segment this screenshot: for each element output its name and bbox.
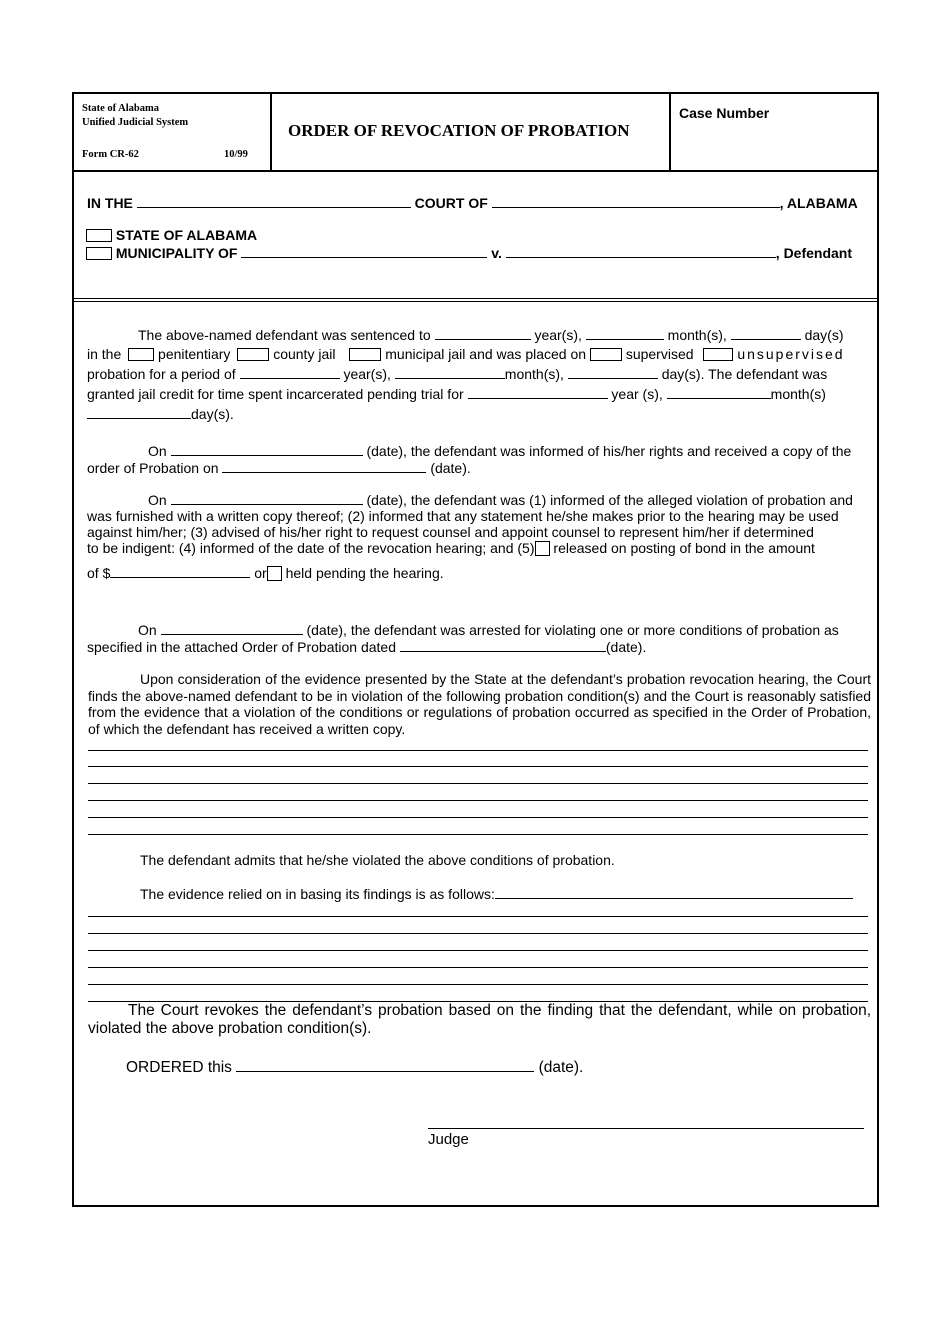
admits-statement: The defendant admits that he/she violated the above conditions of probation. xyxy=(140,852,615,868)
form-revision-date: 10/99 xyxy=(224,149,248,160)
defendant-label: , Defendant xyxy=(775,245,853,261)
sentence-years-field[interactable] xyxy=(435,326,531,340)
bond-release-checkbox[interactable] xyxy=(535,541,550,556)
alabama-label: , ALABAMA xyxy=(779,195,858,211)
county-field[interactable] xyxy=(492,194,780,208)
violation-write-line[interactable] xyxy=(88,750,868,751)
municipality-option-label: MUNICIPALITY OF xyxy=(115,245,238,261)
credit-years-label: year (s), xyxy=(611,386,663,402)
probation-years-label: year(s), xyxy=(343,366,391,382)
credit-months-label: month(s) xyxy=(770,386,826,402)
order-of-probation-label: order of Probation on xyxy=(87,460,219,476)
defendant-name-field[interactable] xyxy=(506,244,776,258)
jail-credit-label: granted jail credit for time spent incarcerated pending trial for xyxy=(87,386,464,402)
municipal-jail-label: municipal jail and was placed on xyxy=(385,346,587,362)
informed-line-1 xyxy=(148,442,851,459)
case-number-label: Case Number xyxy=(679,105,770,121)
unsupervised-label: unsupervised xyxy=(737,346,845,362)
credit-years-field[interactable] xyxy=(468,385,608,399)
court-line xyxy=(87,194,858,211)
bond-amount-field[interactable] xyxy=(110,564,250,578)
evidence-line xyxy=(140,885,853,902)
violation-line-4 xyxy=(87,540,815,556)
attached-order-date-field[interactable] xyxy=(400,638,606,652)
municipality-row xyxy=(86,244,852,261)
credit-days-label: day(s). xyxy=(191,406,234,422)
arrest-on-label: On xyxy=(138,622,157,638)
evidence-field[interactable] xyxy=(495,885,853,899)
case-number-block[interactable] xyxy=(671,94,877,170)
state-option-label: STATE OF ALABAMA xyxy=(115,227,258,243)
case-caption xyxy=(74,172,877,302)
sentence-days-label: day(s) xyxy=(804,327,844,343)
arrest-text-2: specified in the attached Order of Probation dated xyxy=(87,639,396,655)
or-label: or xyxy=(254,565,267,581)
probation-months-label: month(s), xyxy=(504,366,564,382)
order-date-label: (date). xyxy=(430,460,471,476)
violation-text-2: was furnished with a written copy thereof; (2) informed that any statement he/she makes prior to the hearing may be used xyxy=(87,508,839,524)
arrest-line-1 xyxy=(138,621,839,638)
probation-period-label: probation for a period of xyxy=(87,366,236,382)
ordered-line xyxy=(126,1057,583,1077)
sentence-years-label: year(s), xyxy=(534,327,582,343)
bond-line xyxy=(87,564,444,581)
judge-label: Judge xyxy=(428,1131,469,1148)
sentence-line-1 xyxy=(138,326,843,343)
evidence-write-line[interactable] xyxy=(88,933,868,934)
sentence-line-4 xyxy=(87,385,826,402)
ordered-label: ORDERED this xyxy=(126,1059,232,1076)
in-the-label: IN THE xyxy=(87,195,133,211)
supervised-checkbox[interactable] xyxy=(590,348,622,361)
informed-on-label: On xyxy=(148,443,167,459)
order-of-probation-date-field[interactable] xyxy=(222,459,426,473)
held-label: held pending the hearing. xyxy=(285,565,444,581)
unsupervised-checkbox[interactable] xyxy=(703,348,733,361)
informed-line-2 xyxy=(87,459,471,476)
violation-write-line[interactable] xyxy=(88,783,868,784)
sentence-line-2 xyxy=(87,346,845,362)
sentence-intro: The above-named defendant was sentenced to xyxy=(138,327,431,343)
probation-days-label: day(s). The defendant was xyxy=(661,366,828,382)
probation-years-field[interactable] xyxy=(240,365,340,379)
arrest-text-1: (date), the defendant was arrested for violating one or more conditions of probation as xyxy=(306,622,839,638)
evidence-write-line[interactable] xyxy=(88,984,868,985)
judge-signature-line[interactable] xyxy=(428,1128,864,1129)
in-the-text: in the xyxy=(87,346,122,362)
consideration-paragraph: Upon consideration of the evidence presented by the State at the defendant’s probation revocation hearing, the Court finds the above-named defendant to be in violation of the following probation condition(s) and the Court is reasonably satisfied from the evidence that a violation of the conditions or regulations of probation occurred as specified in the Order of Probation, of which the defendant has received a written copy. xyxy=(88,671,871,737)
state-checkbox[interactable] xyxy=(86,229,112,242)
municipality-field[interactable] xyxy=(241,244,487,258)
evidence-write-line[interactable] xyxy=(88,916,868,917)
arrest-date-field[interactable] xyxy=(161,621,303,635)
ordered-date-label: (date). xyxy=(538,1059,584,1076)
sentence-line-3 xyxy=(87,365,827,382)
bond-amount-label: of $ xyxy=(87,565,111,581)
informed-text: (date), the defendant was informed of his/her rights and received a copy of the xyxy=(366,443,852,459)
violation-write-line[interactable] xyxy=(88,834,868,835)
credit-days-field[interactable] xyxy=(87,405,191,419)
violation-text-1: (date), the defendant was (1) informed of the alleged violation of probation and xyxy=(366,492,853,508)
informed-date-field[interactable] xyxy=(171,442,363,456)
county-jail-label: county jail xyxy=(273,346,336,362)
credit-months-field[interactable] xyxy=(667,385,771,399)
violation-date-field[interactable] xyxy=(171,491,363,505)
issuer-system: Unified Judicial System xyxy=(82,117,189,128)
evidence-write-line[interactable] xyxy=(88,950,868,951)
form-number: Form CR-62 xyxy=(82,149,139,160)
violation-on-label: On xyxy=(148,492,167,508)
revocation-statement: The Court revokes the defendant’s probation based on the finding that the defendant, while on probation, violated the above probation condition(s). xyxy=(88,1002,871,1037)
title-block xyxy=(272,94,671,170)
court-type-field[interactable] xyxy=(137,194,411,208)
sentence-line-5 xyxy=(87,405,234,422)
municipality-checkbox[interactable] xyxy=(86,247,112,260)
form-header xyxy=(74,94,877,172)
sentence-months-field[interactable] xyxy=(586,326,664,340)
held-checkbox[interactable] xyxy=(267,566,282,581)
violation-write-line[interactable] xyxy=(88,817,868,818)
probation-days-field[interactable] xyxy=(568,365,658,379)
ordered-date-field[interactable] xyxy=(236,1057,534,1072)
sentence-days-field[interactable] xyxy=(731,326,801,340)
form-frame xyxy=(72,92,879,1207)
violation-write-line[interactable] xyxy=(88,766,868,767)
versus-label: v. xyxy=(491,245,502,261)
issuer-block xyxy=(74,94,272,170)
probation-months-field[interactable] xyxy=(395,365,505,379)
supervised-label: supervised xyxy=(625,346,694,362)
penitentiary-checkbox[interactable] xyxy=(128,348,154,361)
arrest-date-label: (date). xyxy=(605,639,647,655)
violation-line-1 xyxy=(148,491,853,508)
issuer-state: State of Alabama xyxy=(82,103,159,114)
violation-text-4a: to be indigent: (4) informed of the date of the revocation hearing; and (5) xyxy=(87,540,535,556)
penitentiary-label: penitentiary xyxy=(158,346,231,362)
state-option-row xyxy=(86,227,257,243)
evidence-write-line[interactable] xyxy=(88,967,868,968)
county-jail-checkbox[interactable] xyxy=(237,348,269,361)
arrest-line-2 xyxy=(87,638,646,655)
violation-write-line[interactable] xyxy=(88,800,868,801)
violation-text-3: against him/her; (3) advised of his/her right to request counsel and appoint counsel to represent him/her if determined xyxy=(87,524,814,540)
violation-text-4b: released on posting of bond in the amount xyxy=(553,540,815,556)
form-title: ORDER OF REVOCATION OF PROBATION xyxy=(288,121,630,140)
evidence-label: The evidence relied on in basing its findings is as follows: xyxy=(140,886,495,902)
sentence-months-label: month(s), xyxy=(667,327,727,343)
court-of-label: COURT OF xyxy=(414,195,488,211)
municipal-jail-checkbox[interactable] xyxy=(349,348,381,361)
